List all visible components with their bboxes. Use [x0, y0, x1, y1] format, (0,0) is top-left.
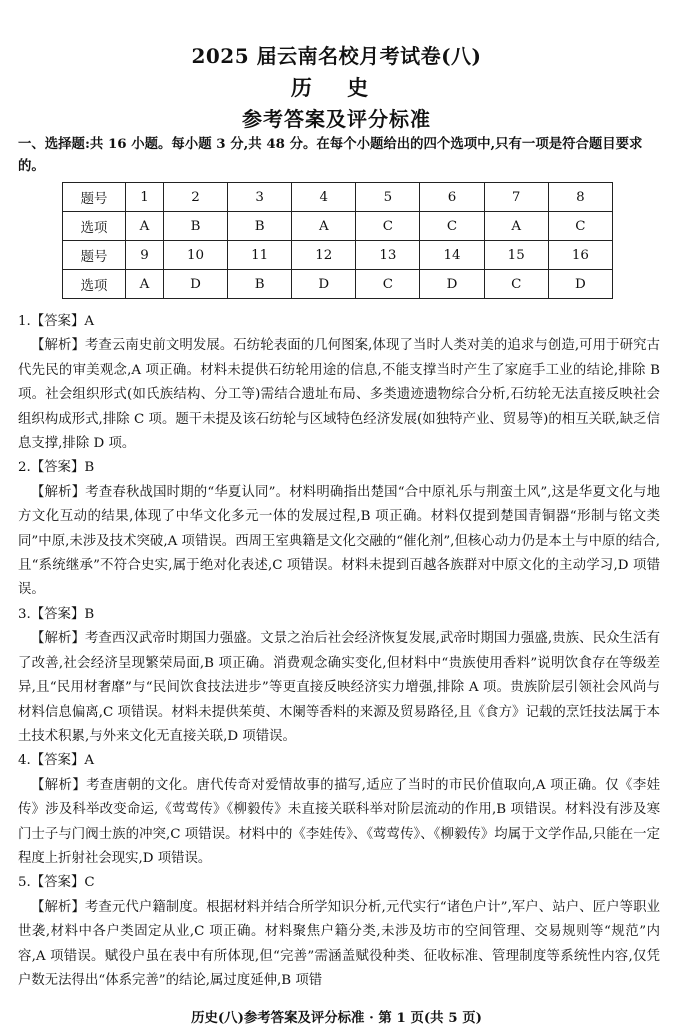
table-cell: 15	[484, 241, 548, 270]
answer-explanation: 【解析】考查西汉武帝时期国力强盛。文景之治后社会经济恢复发展,武帝时期国力强盛,贵族、民众生活有了改善,社会经济呈现繁荣局面,B 项正确。消费观念确实变化,但材料中“贵族使用香料”说明饮食存在等级差异,且“民用材奢靡”与“民间饮食技法进步”等更直接反映经济实力增强,排除 A 项。贵族阶层引领社会风尚与材料信息偏离,C 项错误。材料未提供茱萸、木阑等香料的来源及贸易路径,且《食方》记载的烹饪技法属于本土技术积累,与外来文化无直接关联,D 项错误。	[18, 631, 660, 744]
answer-explanation: 【解析】考查元代户籍制度。根据材料并结合所学知识分析,元代实行“诸色户计”,军户、站户、匠户等职业世袭,材料中各户类固定从业,C 项正确。材料聚焦户籍分类,未涉及坊市的空间管理、交易规则等“规范”内容,A 项错误。赋役户虽在表中有所体现,但“完善”需涵盖赋役种类、征收标准、管理制度等系统性内容,仅凭户数无法得出“体系完善”的结论,属过度延伸,B 项错	[18, 899, 660, 988]
answer-explanation: 【解析】考查云南史前文明发展。石纺轮表面的几何图案,体现了当时人类对美的追求与创造,可用于研究古代先民的审美观念,A 项正确。材料未提供石纺轮用途的信息,不能支撑当时产生了家庭手工业的结论,排除 B 项。社会组织形式(如氏族结构、分工等)需结合遗址布局、多类遗迹遗物综合分析,石纺轮无法直接反映社会组织构成形式,排除 C 项。题干未提及该石纺轮与区域特色经济发展(如独特产业、贸易等)的相互关联,缺乏信息支撑,排除 D 项。	[18, 338, 660, 452]
answer-table	[62, 182, 613, 299]
table-cell: 14	[420, 241, 484, 270]
answer-heading: 5.【答案】C	[18, 875, 95, 891]
table-row-question	[63, 241, 613, 270]
table-row-label: 题号	[63, 241, 126, 270]
table-cell: B	[228, 212, 292, 241]
table-cell: 1	[126, 183, 164, 212]
subject-title: 历 史	[290, 75, 383, 100]
table-cell: A	[292, 212, 356, 241]
answer-heading: 2.【答案】B	[18, 460, 95, 476]
table-cell: 16	[548, 241, 612, 270]
answer-explanations	[18, 310, 660, 993]
table-cell: 7	[484, 183, 548, 212]
table-cell: D	[548, 270, 612, 299]
table-row-question	[63, 183, 613, 212]
table-cell: D	[420, 270, 484, 299]
table-cell: 5	[356, 183, 420, 212]
table-row-option	[63, 270, 613, 299]
table-cell: D	[163, 270, 227, 299]
table-cell: C	[356, 212, 420, 241]
table-cell: C	[548, 212, 612, 241]
table-cell: 2	[163, 183, 227, 212]
table-cell: A	[484, 212, 548, 241]
table-cell: 6	[420, 183, 484, 212]
table-row-label: 选项	[63, 212, 126, 241]
table-cell: 12	[292, 241, 356, 270]
table-cell: A	[126, 212, 164, 241]
page-footer: 历史(八)参考答案及评分标准 · 第 1 页(共 5 页)	[191, 1010, 482, 1026]
answer-explanation: 【解析】考查春秋战国时期的“华夏认同”。材料明确指出楚国“合中原礼乐与荆蛮土风”,这是华夏文化与地方文化互动的结果,体现了中华文化多元一体的发展过程,B 项正确。材料仅提到楚国青铜器“形制与铭文类同”中原,未涉及技术突破,A 项错误。西周王室典籍是文化交融的“催化剂”,但核心动力仍是本土与中原的结合,且“系统继承”不符合史实,属于绝对化表述,C 项错误。材料未提到百越各族群对中原文化的主动学习,D 项错误。	[18, 484, 660, 598]
table-row-label: 题号	[63, 183, 126, 212]
table-cell: C	[356, 270, 420, 299]
answer-heading: 1.【答案】A	[18, 314, 95, 329]
exam-title: 2025 届云南名校月考试卷(八)	[191, 44, 482, 68]
table-row-option	[63, 212, 613, 241]
table-cell: 3	[228, 183, 292, 212]
table-cell: 9	[126, 241, 164, 270]
table-cell: A	[126, 270, 164, 299]
table-cell: C	[420, 212, 484, 241]
table-row-label: 选项	[63, 270, 126, 299]
table-cell: B	[163, 212, 227, 241]
table-cell: 11	[228, 241, 292, 270]
table-cell: D	[292, 270, 356, 299]
section-instructions: 一、选择题:共 16 小题。每小题 3 分,共 48 分。在每个小题给出的四个选项中,只有一项是符合题目要求的。	[18, 136, 643, 174]
table-cell: C	[484, 270, 548, 299]
table-cell: 13	[356, 241, 420, 270]
answer-explanation: 【解析】考查唐朝的文化。唐代传奇对爱情故事的描写,适应了当时的市民价值取向,A 项正确。仅《李娃传》涉及科举改变命运,《莺莺传》《柳毅传》未直接关联科举对阶层流动的作用,B 项错误。材料没有涉及寒门士子与门阀士族的冲突,C 项错误。材料中的《李娃传》、《莺莺传》、《柳毅传》均属于文学作品,只能在一定程度上折射社会现实,D 项错误。	[18, 777, 661, 866]
table-cell: 10	[163, 241, 227, 270]
document-subtitle: 参考答案及评分标准	[242, 107, 431, 131]
table-cell: B	[228, 270, 292, 299]
table-cell: 8	[548, 183, 612, 212]
answer-heading: 3.【答案】B	[18, 606, 95, 622]
answer-heading: 4.【答案】A	[18, 753, 95, 769]
table-cell: 4	[292, 183, 356, 212]
